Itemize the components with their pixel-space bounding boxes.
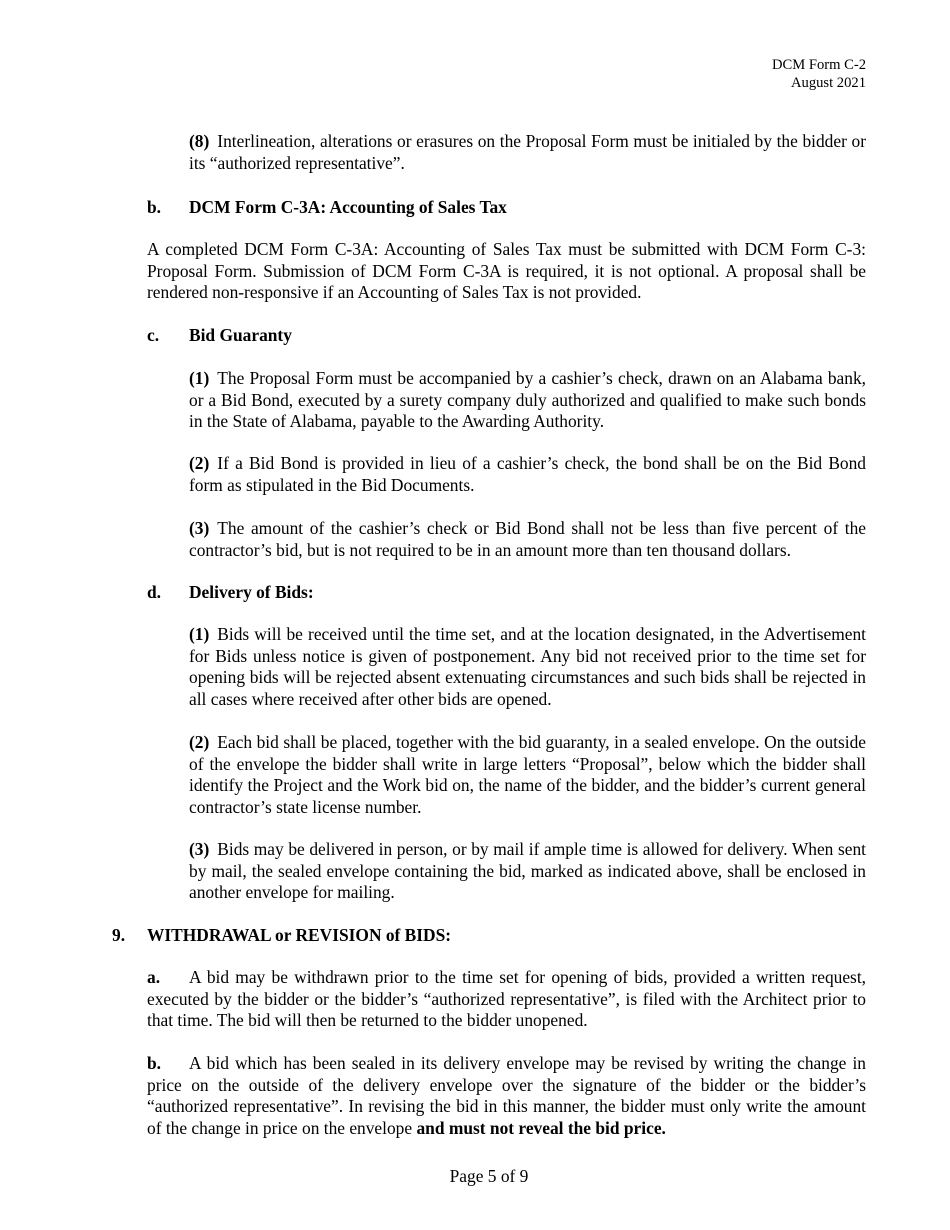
paragraph-number: (1) bbox=[189, 624, 210, 644]
paragraph-text: A completed DCM Form C-3A: Accounting of Sales Tax must be submitted with DCM Form C-3: Proposal Form. Submission of DCM Form C-3A is required, it is not optional. A proposal shall be rendered non-responsive if an Accounting of Sales Tax is not provided. bbox=[147, 239, 866, 303]
paragraph-number: (1) bbox=[189, 368, 210, 388]
paragraph-text: If a Bid Bond is provided in lieu of a cashier’s check, the bond shall be on the Bid Bond form as stipulated in the Bid Documents. bbox=[189, 453, 866, 495]
paragraph-c3 bbox=[189, 518, 866, 561]
paragraph-text: Interlineation, alterations or erasures on the Proposal Form must be initialed by the bidder or its “authorized representative”. bbox=[189, 131, 866, 173]
heading-section-9 bbox=[112, 925, 451, 947]
paragraph-number: (3) bbox=[189, 839, 210, 859]
paragraph-text: A bid which has been sealed in its delivery envelope may be revised by writing the change in price on the outside of the delivery envelope over the signature of the bidder or the bidder’s “authorized representative”. In revising the bid in this manner, the bidder must only write the amount of the change in price on the envelope bbox=[147, 1053, 866, 1138]
paragraph-text: The amount of the cashier’s check or Bid Bond shall not be less than five percent of the contractor’s bid, but is not required to be in an amount more than ten thousand dollars. bbox=[189, 518, 866, 560]
heading-section-d bbox=[147, 582, 314, 604]
form-date: August 2021 bbox=[791, 75, 866, 91]
paragraph-number: (3) bbox=[189, 518, 210, 538]
section-title: WITHDRAWAL or REVISION of BIDS: bbox=[147, 925, 452, 945]
page-header bbox=[772, 56, 866, 92]
paragraph-text: Bids may be delivered in person, or by mail if ample time is allowed for delivery. When sent by mail, the sealed envelope containing the bid, marked as indicated above, shall be enclosed in another envelope for mailing. bbox=[189, 839, 866, 903]
paragraph-section-b bbox=[147, 239, 866, 304]
section-label: 9. bbox=[112, 925, 126, 945]
paragraph-bold-text: and must not reveal the bid price. bbox=[416, 1117, 666, 1138]
paragraph-label: a. bbox=[147, 967, 161, 987]
section-label: c. bbox=[147, 325, 160, 345]
paragraph-label: b. bbox=[147, 1053, 162, 1073]
section-title: DCM Form C-3A: Accounting of Sales Tax bbox=[189, 197, 507, 217]
paragraph-d2 bbox=[189, 732, 866, 818]
paragraph-c2 bbox=[189, 453, 866, 496]
heading-section-b bbox=[147, 197, 507, 219]
paragraph-text: Bids will be received until the time set, and at the location designated, in the Advertisement for Bids unless notice is given of postponement. Any bid not received prior to the time set for opening bids will be rejected absent extenuating circumstances and such bids shall be rejected in all cases where received after other bids are opened. bbox=[189, 624, 866, 709]
section-title: Delivery of Bids: bbox=[189, 582, 314, 602]
section-title: Bid Guaranty bbox=[189, 325, 292, 345]
paragraph-9a bbox=[147, 967, 866, 1032]
section-label: d. bbox=[147, 582, 162, 602]
paragraph-number: (2) bbox=[189, 732, 210, 752]
heading-section-c bbox=[147, 325, 292, 347]
form-number: DCM Form C-2 bbox=[771, 57, 866, 73]
paragraph-9b bbox=[147, 1053, 866, 1139]
paragraph-text: Each bid shall be placed, together with the bid guaranty, in a sealed envelope. On the outside of the envelope the bidder shall write in large letters “Proposal”, below which the bidder shall identify the Project and the Work bid on, the name of the bidder, and the bidder’s current general contractor’s state license number. bbox=[189, 732, 866, 817]
paragraph-d1 bbox=[189, 624, 866, 710]
paragraph-8 bbox=[189, 131, 866, 174]
paragraph-d3 bbox=[189, 839, 866, 904]
paragraph-number: (2) bbox=[189, 453, 210, 473]
paragraph-text: The Proposal Form must be accompanied by a cashier’s check, drawn on an Alabama bank, or a Bid Bond, executed by a surety company duly authorized and qualified to make such bonds in the State of Alabama, payable to the Awarding Authority. bbox=[189, 368, 866, 432]
paragraph-c1 bbox=[189, 368, 866, 433]
page-number: Page 5 of 9 bbox=[449, 1166, 529, 1186]
paragraph-text: A bid may be withdrawn prior to the time set for opening of bids, provided a written request, executed by the bidder or the bidder’s “authorized representative”, is filed with the Architect prior to that time. The bid will then be returned to the bidder unopened. bbox=[147, 967, 866, 1031]
section-label: b. bbox=[147, 197, 162, 217]
paragraph-number: (8) bbox=[189, 131, 210, 151]
